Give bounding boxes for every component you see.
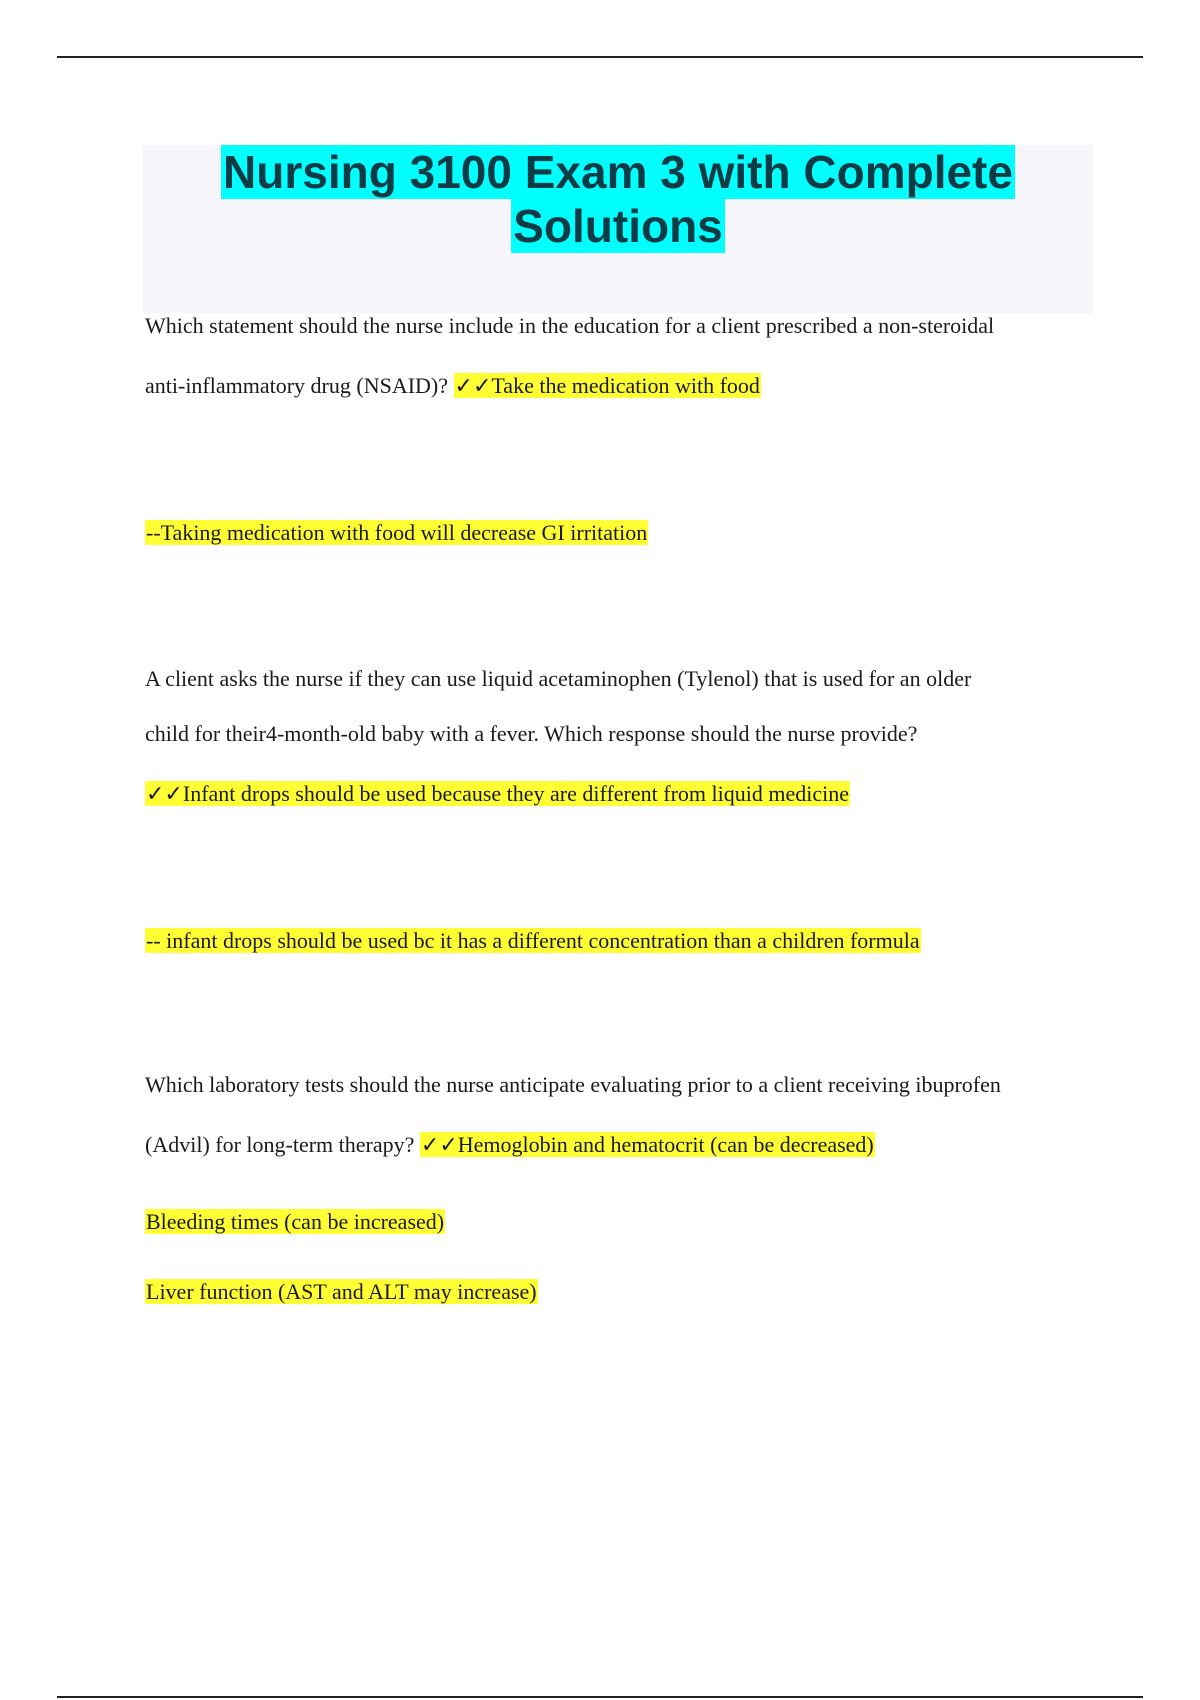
question-3-answer: ✓✓Hemoglobin and hematocrit (can be decreased) [420,1132,874,1157]
question-3-answer-2 [145,1207,445,1237]
question-2-line-1: A client asks the nurse if they can use liquid acetaminophen (Tylenol) that is used for an older [145,666,972,691]
question-3-answer-3 [145,1277,538,1307]
question-3-line-1: Which laboratory tests should the nurse anticipate evaluating prior to a client receiving ibuprofen [145,1072,1001,1097]
question-1-line-2-text: anti-inflammatory drug (NSAID)? [145,373,454,398]
question-3-line-2-text: (Advil) for long-term therapy? [145,1132,420,1157]
question-1-rationale-text: --Taking medication with food will decrease GI irritation [146,520,648,545]
question-2-rationale-text: -- infant drops should be used bc it has a different concentration than a children formula [146,928,920,953]
question-3-answer-2-text: Bleeding times (can be increased) [146,1209,445,1234]
question-2-line-2: child for their4-month-old baby with a fever. Which response should the nurse provide? [145,721,918,746]
question-1-line-1: Which statement should the nurse include in the education for a client prescribed a non-steroidal [145,313,995,338]
question-2-rationale [145,926,921,956]
question-2-answer [145,779,850,809]
title-block [143,145,1093,313]
document-title-line-2: Solutions [513,200,723,252]
footer-rule [57,1696,1143,1698]
question-1-line-2 [145,371,761,401]
question-1-rationale [145,518,648,548]
question-3-answer-3-text: Liver function (AST and ALT may increase) [146,1279,537,1304]
document-title-line-1: Nursing 3100 Exam 3 with Complete [223,146,1013,198]
question-1-answer: ✓✓Take the medication with food [454,373,760,398]
question-3-line-2 [145,1130,875,1160]
header-rule [57,56,1143,58]
question-2-answer-text: ✓✓Infant drops should be used because they are different from liquid medicine [146,781,849,806]
